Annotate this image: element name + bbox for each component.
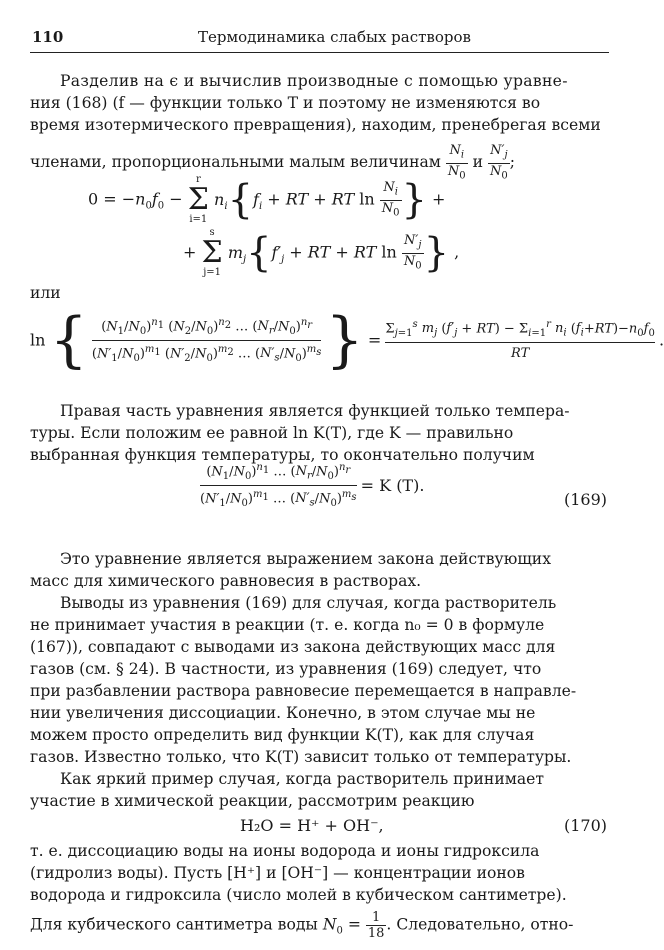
para6-line3: водорода и гидроксила (число молей в кубическом сантиметре). [30,886,567,904]
equation-169-rhs: = K (T). [360,475,425,495]
running-header [30,24,609,53]
para4-line3: (167)), совпадают с выводами из закона действующих масс для [30,638,556,656]
para2-line1: Правая часть уравнения является функцией только темпера- [60,402,570,420]
fraction-1-18: $\frac{1}{18}$ [367,910,385,941]
para1-line3: время изотермического превращения), находим, пренебрегая всеми [30,116,601,134]
equation-169-number: (169) [563,490,607,509]
para6-line4-end: Следовательно, отно- [396,915,574,934]
para4-line1: Выводы из уравнения (169) для случая, когда растворитель [60,594,557,612]
para4-line4: газов (см. § 24). В частности, из уравнения (169) следует, что [30,660,542,678]
para6-line1: т. е. диссоциацию воды на ионы водорода и ионы гидроксила [30,842,540,860]
equation-170-number: (170) [563,816,607,835]
para1-line4: членами, пропорциональными малым величинам $\frac{N_i}{N_0}$ и $\frac{N'_j}{N_0}$ ; [30,143,515,182]
equation-main-row2: + s Σ j=1 $m_j\{f'_j$ + RT + RT ln $\frac{N'_j}{N_0}$ } , [183,227,460,278]
para6-line2: (гидролиз воды). Пусть [H⁺] и [OH⁻] — концентрации ионов [30,864,525,882]
para3-line1: Это уравнение является выражением закона действующих [60,550,551,568]
equation-ln: ln { $\frac{(N_1/N_0)^{n_1} (N_2/N_0)^{n_2} \dots (N_r/N_0)^{n_r}}{(N'_1/N_0)^{m_1} (N'_2/N_0)^{m_2} \dots (N'_s/N_0)^{m_s}}$ } = $\frac{\Sigma_{j=1}^s m_j (f'_j + RT) - \Sigma_{i=1}^r n_i (f_i+RT)-n_0f_0}{RT}$ . [30,305,664,375]
para5-line2: участие в химической реакции, рассмотрим реакцию [30,792,475,810]
equation-main-row1: $0 = -n_0f_0 - r$ Σ i=1 $n_i\{f_i$ + RT + RT ln $\frac{N_i}{N_0}$ } + [88,174,446,225]
para4-line2: не принимает участия в реакции (т. е. когда n₀ = 0 в формуле [30,616,545,634]
equation-169: $\frac{(N_1/N_0)^{n_1} \dots (N_r/N_0)^{n_r}}{(N'_1/N_0)^{m_1} \dots (N'_s/N_0)^{m_s}}$ = K (T). [200,462,425,509]
running-title: Термодинамика слабых растворов [198,28,471,46]
fraction-ni-n0: $\frac{N_i}{N_0}$ [447,143,466,182]
para2-line3: выбранная функция температуры, то окончательно получим [30,446,535,464]
para6-line4: Для кубического сантиметра воды $N_0$ = $\frac{1}{18}$ . Следовательно, отно- [30,910,574,941]
para4-line7: можем просто определить вид функции K(T), как для случая [30,726,535,744]
para5-line1: Как яркий пример случая, когда растворитель принимает [60,770,545,788]
word-ili: или [30,284,61,302]
para4-line5: при разбавлении раствора равновесие перемещается в направле- [30,682,577,700]
para4-line8: газов. Известно только, что K(T) зависит только от температуры. [30,748,572,766]
para1-line1: Разделив на ϵ и вычислив производные с помощью уравне- [60,72,568,90]
para2-line2: туры. Если положим ее равной ln K(T), где K — правильно [30,424,514,442]
para1-line4-text: членами, пропорциональными малым величинам [30,153,441,172]
equation-170: H₂O = H⁺ + OH⁻, [240,816,384,835]
para4-line6: нии увеличения диссоциации. Конечно, в этом случае мы не [30,704,536,722]
para6-line4-start: Для кубического сантиметра воды [30,915,318,934]
fraction-nj-n0: $\frac{N'_j}{N_0}$ [489,143,508,182]
page-number: 110 [32,28,64,46]
para3-line2: масс для химического равновесия в растворах. [30,572,422,590]
para1-line2: ния (168) (f — функции только T и поэтому не изменяются во [30,94,541,112]
